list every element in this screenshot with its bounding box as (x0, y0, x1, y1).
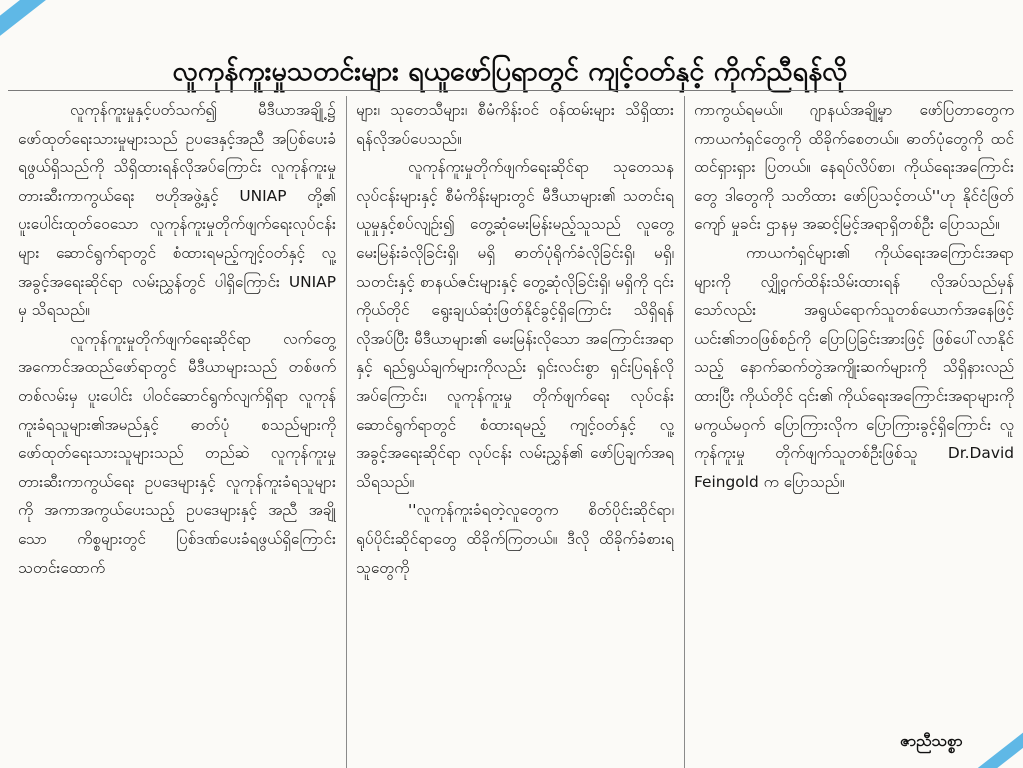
scan-edge-top-left (0, 0, 55, 48)
column-divider (346, 96, 347, 768)
column-divider (684, 96, 685, 768)
paragraph: ကာယကံရှင်များ၏ ကိုယ်ရေးအကြောင်းအရာများကို လျှို့ဝှက်ထိန်းသိမ်းထားရန် လိုအပ်သည်မှန်သော်လည်း အရွယ်ရောက်သူတစ်ယောက်အနေဖြင့် ယင်း၏ဘဝဖြစ်စဉ်ကို ပြောပြခြင်းအားဖြင့် ဖြစ်ပေါ်လာနိုင်သည့် နောက်ဆက်တွဲအကျိုးဆက်များကို သိရှိနားလည်ထားပြီး ကိုယ်တိုင် ၎င်း၏ ကိုယ်ရေးအကြောင်းအရာများကို မကွယ်မဝှက် ပြောကြားလိုက ပြောကြားခွင့်ရှိကြောင်း လူကုန်ကူးမှု တိုက်ဖျက်သူတစ်ဦးဖြစ်သူ Dr.David Feingold က ပြောသည်။ (694, 243, 1014, 491)
paragraph: များ၊ သုတေသီများ၊ စီမံကိန်းဝင် ဝန်ထမ်းများ သိရှိထားရန်လိုအပ်ပေသည်။ (356, 101, 674, 148)
paragraph: ကာကွယ်ရမယ်။ ဂျာနယ်အချို့မှာ ဖော်ပြတာတွေက ကာယကံရှင်တွေကို ထိခိုက်စေတယ်။ ဓာတ်ပုံတွေကို ထင်ထင်ရှားရှား ပြတယ်။ နေရပ်လိပ်စာ၊ ကိုယ်ရေးအကြောင်းတွေ ဒါတွေကို သတိထား ဖော်ပြသင့်တယ်''ဟု နိုင်ငံဖြတ်ကျော် မှုခင်း ဌာနမှ အဆင့်မြင့်အရာရှိတစ်ဦး ပြောသည်။ (694, 101, 1014, 234)
paragraph: လူကုန်ကူးမှုတိုက်ဖျက်ရေးဆိုင်ရာ သုတေသနလုပ်ငန်းများနှင့် စီမံကိန်းများတွင် မီဒီယာများ၏ သတင်းရယူမှုနှင့်စပ်လျဉ်း၍ တွေ့ဆုံမေးမြန်းမည့်သူသည် လူတွေ့ မေးမြန်းခံလိုခြင်းရှိ၊ မရှိ ဓာတ်ပုံရိုက်ခံလိုခြင်းရှိ၊ မရှိ၊ သတင်းနှင့် စာနယ်ဇင်းများနှင့် တွေ့ဆုံလိုခြင်းရှိ၊ မရှိကို ၎င်းကိုယ်တိုင် ရွေးချယ်ဆုံးဖြတ်နိုင်ခွင့်ရှိကြောင်း သိရှိရန် လိုအပ်ပြီး မီဒီယာများ၏ မေးမြန်းလိုသော အကြောင်းအရာနှင့် ရည်ရွယ်ချက်များကိုလည်း ရှင်းလင်းစွာ ရှင်းပြရန်လိုအပ်ကြောင်း၊ လူကုန်ကူးမှု တိုက်ဖျက်ရေး လုပ်ငန်းဆောင်ရွက်ရာတွင် စံထားရမည့် ကျင့်ဝတ်နှင့် လူ့အခွင့်အရေးဆိုင်ရာ လုပ်ငန်း လမ်းညွှန်၏ ဖော်ပြချက်အရ သိရသည်။ (356, 158, 674, 491)
headline: လူကုန်ကူးမှုသတင်းများ ရယူဖော်ပြရာတွင် ကျင့်ဝတ်နှင့် ကိုက်ညီရန်လို (172, 56, 848, 88)
article-column-2 (356, 96, 674, 768)
paragraph: ''လူကုန်ကူးခံရတဲ့လူတွေက စိတ်ပိုင်းဆိုင်ရာ၊ ရုပ်ပိုင်းဆိုင်ရာတွေ ထိခိုက်ကြတယ်။ ဒီလို ထိခိုက်ခံစားရသူတွေကို (356, 501, 674, 577)
paragraph: လူကုန်ကူးမှုနှင့်ပတ်သက်၍ မီဒီယာအချို့၌ ဖော်ထုတ်ရေးသားမှုများသည် ဥပဒေနှင့်အညီ အပြစ်ပေးခံရဖွယ်ရှိသည်ကို သိရှိထားရန်လိုအပ်ကြောင်း လူကုန်ကူးမှု တားဆီးကာကွယ်ရေး ဗဟိုအဖွဲ့နှင့် UNIAP တို့၏ ပူးပေါင်းထုတ်ဝေသော လူကုန်ကူးမှုတိုက်ဖျက်ရေးလုပ်ငန်းများ ဆောင်ရွက်ရာတွင် စံထားရမည့်ကျင့်ဝတ်နှင့် လူ့အခွင့်အရေးဆိုင်ရာ လမ်းညွှန်တွင် ပါရှိကြောင်း UNIAP မှ သိရသည်။ (18, 101, 336, 320)
paragraph: လူကုန်ကူးမှုတိုက်ဖျက်ရေးဆိုင်ရာ လက်တွေ့အကောင်အထည်ဖော်ရာတွင် မီဒီယာများသည် တစ်ဖက်တစ်လမ်းမှ ပူးပေါင်း ပါဝင်ဆောင်ရွက်လျက်ရှိရာ လူကုန်ကူးခံရသူများ၏အမည်နှင့် ဓာတ်ပုံ စသည်များကို ဖော်ထုတ်ရေးသားသူများသည် တည်ဆဲ လူကုန်ကူးမှုတားဆီးကာကွယ်ရေး ဥပဒေများနှင့် လူကုန်ကူးခံရသူများကို အကာအကွယ်ပေးသည့် ဥပဒေများနှင့် အညီ အချို့သော ကိစ္စများတွင် ပြစ်ဒဏ်ပေးခံရဖွယ်ရှိကြောင်း သတင်းထောက် (18, 329, 336, 577)
byline: ဇာညီသစ္စာ (900, 731, 963, 750)
article-column-3 (694, 96, 1014, 768)
headline-divider (8, 90, 1013, 91)
article-column-1 (18, 96, 336, 768)
